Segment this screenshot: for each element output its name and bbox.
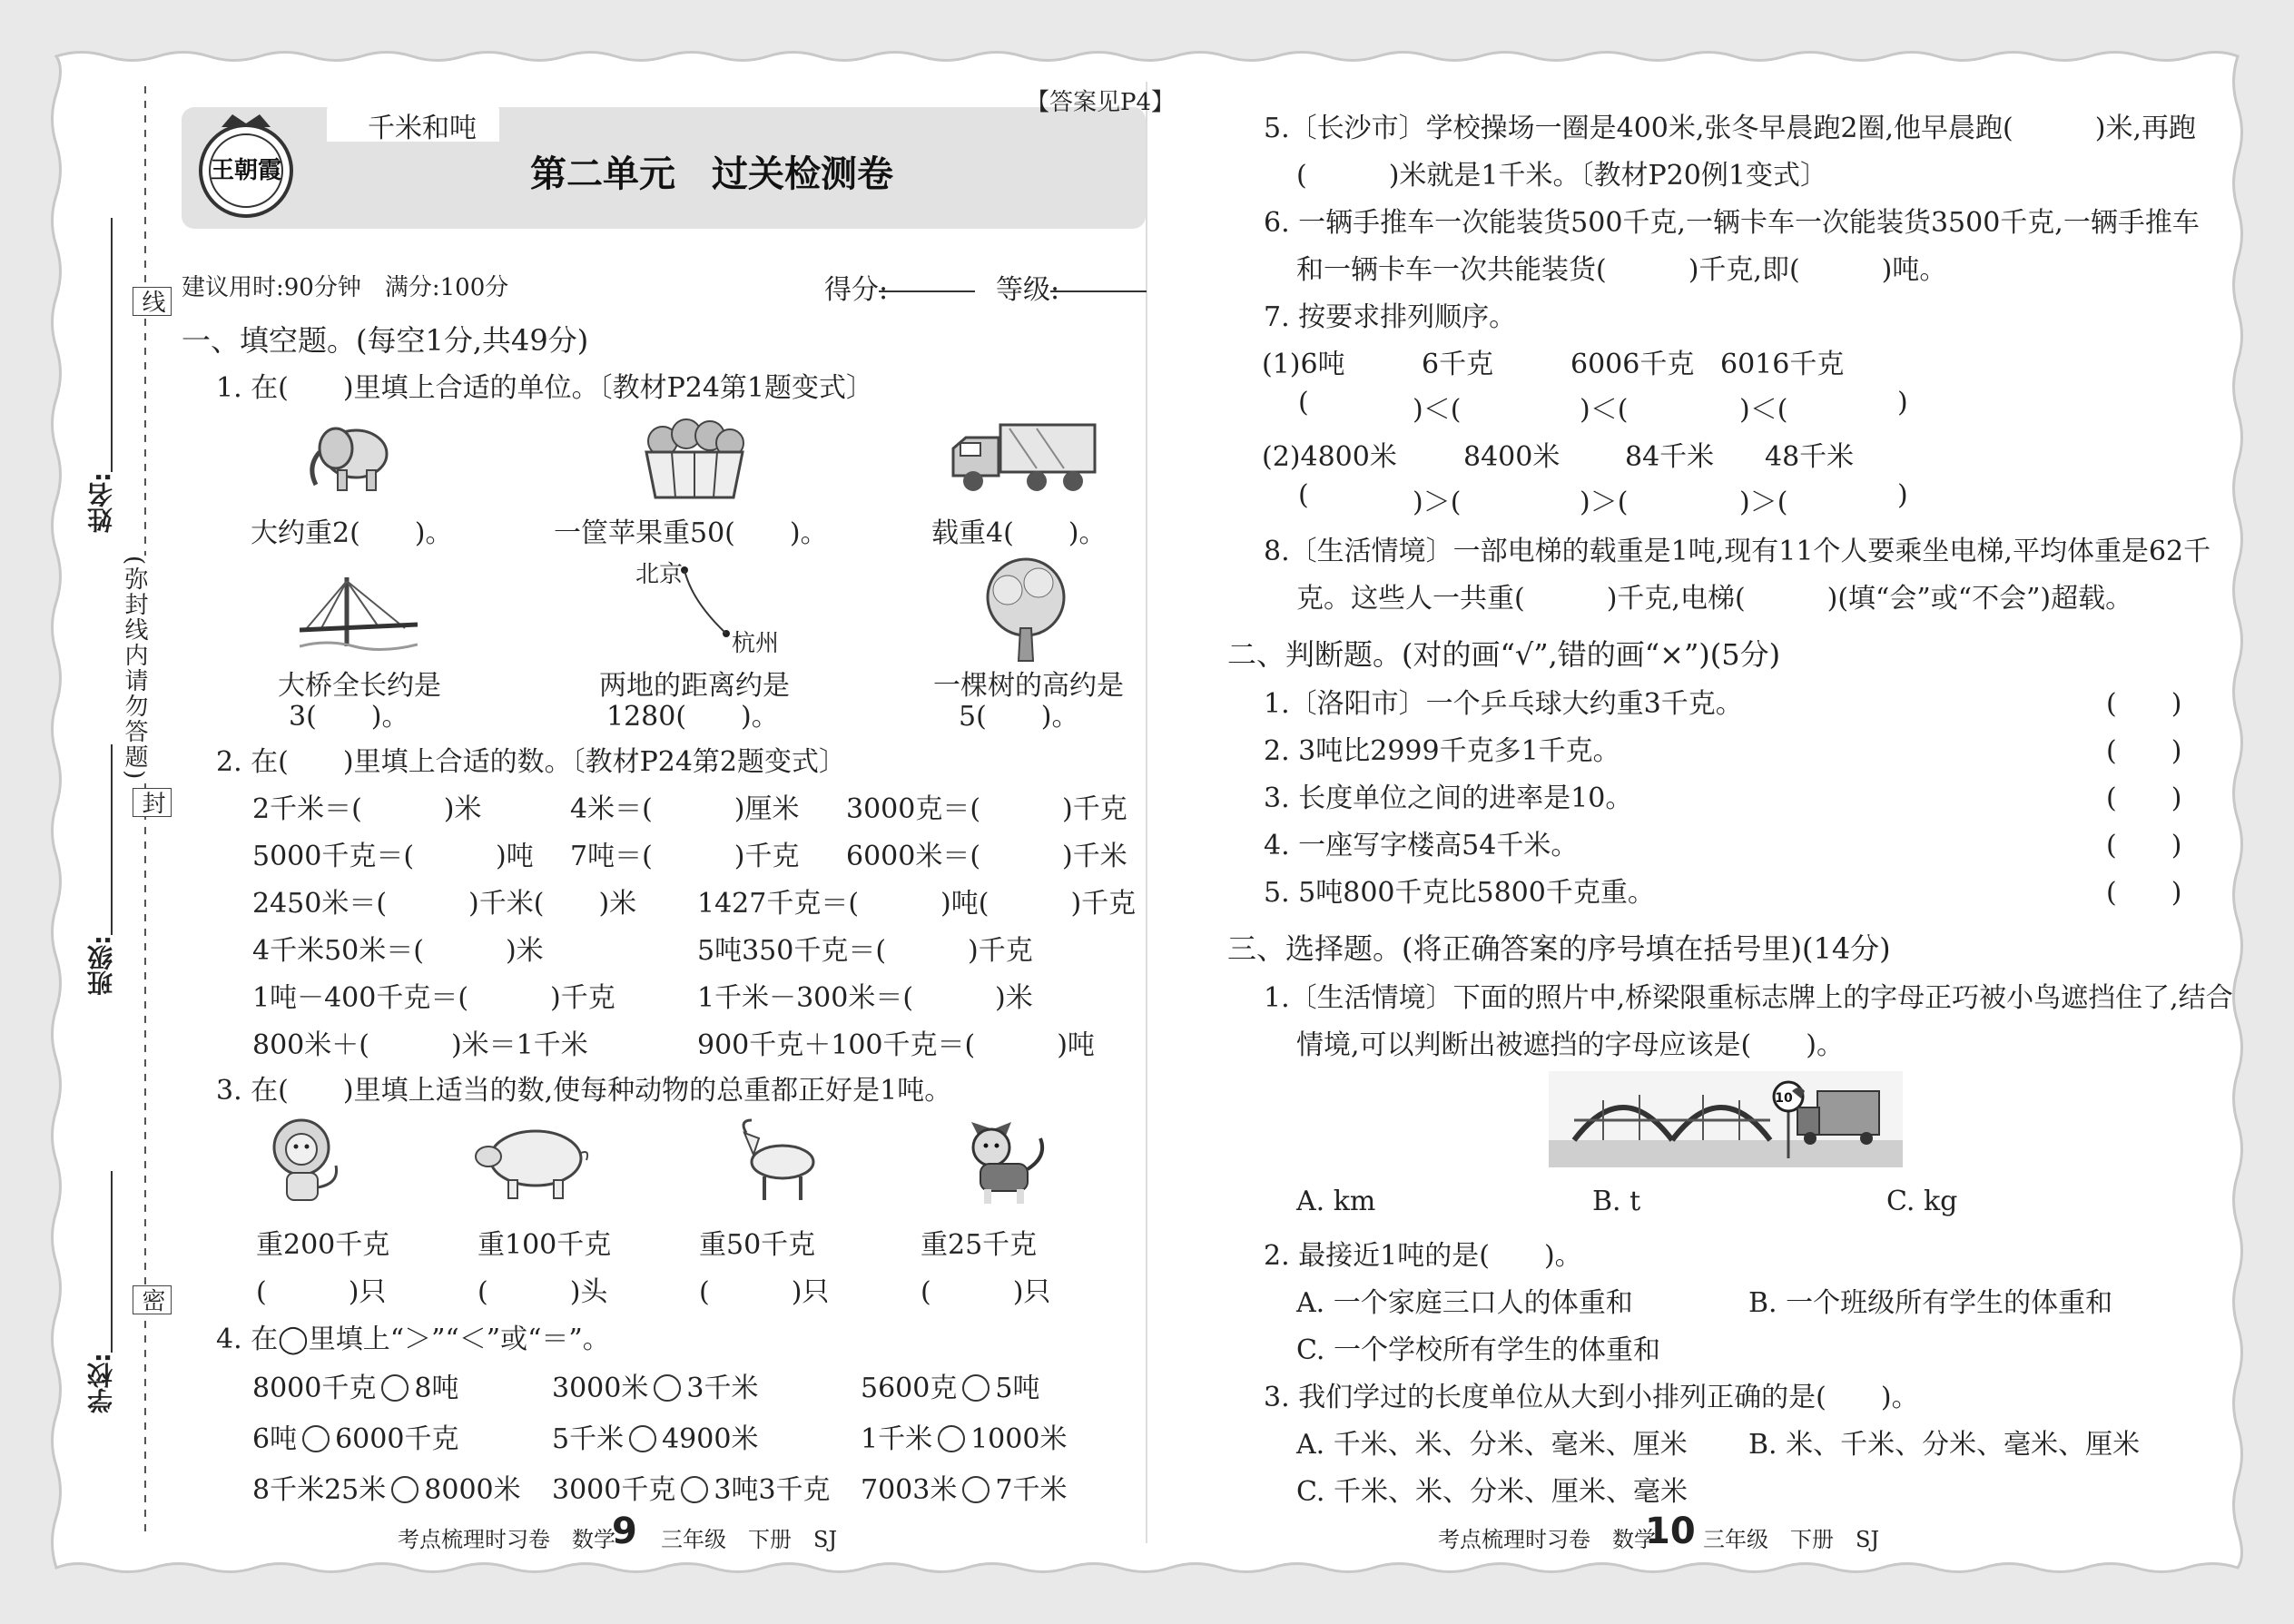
q1-item-2: 一筐苹果重50( )。	[554, 517, 828, 549]
q1-item-3: 载重4( )。	[931, 517, 1107, 549]
header-tag: 千米和吨	[368, 113, 477, 144]
judge-item-1: 1.〔洛阳市〕一个乒乓球大约重3千克。	[1264, 688, 1743, 720]
c2-option-b[interactable]: B. 一个班级所有学生的体重和	[1748, 1287, 2113, 1319]
time-info: 建议用时:90分钟 满分:100分	[182, 274, 509, 301]
q2-r1-c1: 2千米＝( )米	[252, 793, 482, 825]
q7-r1-ans3: )＜(	[1739, 394, 1788, 426]
q6-line1: 6. 一辆手推车一次能装货500千克,一辆卡车一次能装货3500千克,一辆手推车	[1264, 207, 2200, 239]
c1-line2: 情境,可以判断出被遮挡的字母应该是( )。	[1296, 1029, 1844, 1061]
q7-r2-item2: 8400米	[1463, 441, 1561, 473]
section3-title: 三、选择题。(将正确答案的序号填在括号里)(14分)	[1227, 931, 1891, 966]
q1-item-4-line1: 大桥全长约是	[278, 670, 441, 702]
q7-r1-item1: (1)6吨	[1262, 349, 1345, 380]
map-label-beijing: 北京	[635, 561, 684, 588]
q1-item-6-line2: 5( )。	[959, 701, 1079, 733]
q2-r5-c1: 1吨－400千克＝( )千克	[252, 982, 615, 1014]
logo-lettering: 王朝霞	[210, 157, 282, 184]
q7-title: 7. 按要求排列顺序。	[1264, 301, 1517, 333]
q2-title: 2. 在( )里填上合适的数。〔教材P24第2题变式〕	[216, 746, 847, 778]
q2-r6-c1: 800米＋( )米＝1千米	[252, 1029, 588, 1061]
right-footer-series: 考点梳理时习卷 数学	[1438, 1527, 1656, 1552]
left-footer-grade: 三年级 下册 SJ	[661, 1527, 838, 1552]
q7-r1-ans1: )＜(	[1413, 394, 1462, 426]
c2-option-c[interactable]: C. 一个学校所有学生的体重和	[1296, 1334, 1660, 1366]
section1-title: 一、填空题。(每空1分,共49分)	[182, 323, 589, 358]
q7-r1-item4: 6016千克	[1720, 349, 1845, 380]
q7-r2-ans3: )＞(	[1739, 487, 1788, 518]
q8-line1: 8.〔生活情境〕一部电梯的载重是1吨,现有11个人要乘坐电梯,平均体重是62千	[1264, 536, 2211, 567]
q2-r4-c2: 5吨350千克＝( )千克	[697, 935, 1033, 967]
judge-bracket-4[interactable]: ( )	[2106, 830, 2182, 861]
q2-r3-c2: 1427千克＝( )吨( )千克	[697, 888, 1137, 920]
q1-item-1: 大约重2( )。	[251, 517, 453, 549]
q7-r2-ans2: )＞(	[1580, 487, 1629, 518]
q2-r2-c3: 6000米＝( )千米	[846, 841, 1127, 872]
judge-bracket-3[interactable]: ( )	[2106, 782, 2182, 814]
q1-item-5-line2: 1280( )。	[606, 701, 779, 733]
q4-r1-c1: 8000千克 8吨	[252, 1373, 459, 1404]
compare-circle[interactable]	[938, 1425, 965, 1452]
left-page-number: 9	[612, 1511, 637, 1552]
judge-item-3: 3. 长度单位之间的进率是10。	[1264, 782, 1633, 814]
class-underline	[111, 744, 113, 935]
q7-r1-item2: 6千克	[1422, 349, 1494, 380]
compare-circle[interactable]	[629, 1425, 656, 1452]
q3-weight-3: 重50千克	[699, 1229, 816, 1261]
compare-circle[interactable]	[654, 1374, 681, 1402]
c2-title: 2. 最接近1吨的是( )。	[1264, 1240, 1582, 1272]
map-label-hangzhou: 杭州	[732, 630, 780, 657]
c3-option-c[interactable]: C. 千米、米、分米、厘米、毫米	[1296, 1476, 1688, 1508]
c3-option-a[interactable]: A. 千米、米、分米、毫米、厘米	[1296, 1429, 1688, 1461]
score-field[interactable]	[879, 290, 975, 292]
c1-option-a[interactable]: A. km	[1296, 1186, 1376, 1217]
q3-weight-1: 重200千克	[256, 1229, 390, 1261]
q3-unit-1: ( )只	[256, 1276, 387, 1308]
goat-icon	[726, 1115, 826, 1206]
judge-bracket-1[interactable]: ( )	[2106, 688, 2182, 720]
section2-title: 二、判断题。(对的画“√”,错的画“×”)(5分)	[1227, 637, 1781, 672]
side-marker-seal: 封	[133, 788, 172, 817]
q4-r2-c3: 1千米 1000米	[861, 1423, 1068, 1455]
q2-r6-c2: 900千克＋100千克＝( )吨	[697, 1029, 1095, 1061]
q2-r3-c1: 2450米＝( )千米( )米	[252, 888, 637, 920]
c3-option-b[interactable]: B. 米、千米、分米、毫米、厘米	[1748, 1429, 2141, 1461]
q7-r2-ans1: )＞(	[1413, 487, 1462, 518]
compare-circle[interactable]	[381, 1374, 409, 1402]
q7-r1-ans4: )	[1897, 387, 1908, 418]
q7-r2-item3: 84千米	[1625, 441, 1715, 473]
left-footer-series: 考点梳理时习卷 数学	[398, 1527, 615, 1552]
judge-bracket-2[interactable]: ( )	[2106, 735, 2182, 767]
q7-r1-item3: 6006千克	[1570, 349, 1695, 380]
q4-r3-c3: 7003米 7千米	[861, 1474, 1068, 1506]
compare-circle[interactable]	[391, 1476, 418, 1503]
q3-unit-2: ( )头	[478, 1276, 608, 1308]
pig-icon	[468, 1120, 596, 1202]
side-marker-line: 线	[133, 287, 172, 316]
q4-r2-c1: 6吨 6000千克	[252, 1423, 459, 1455]
q4-title: 4. 在◯里填上“＞”“＜”或“＝”。	[216, 1324, 610, 1355]
q8-line2: 克。这些人一共重( )千克,电梯( )(填“会”或“不会”)超载。	[1296, 583, 2133, 615]
compare-circle[interactable]	[302, 1425, 330, 1452]
elephant-icon	[300, 416, 409, 497]
name-underline	[111, 218, 113, 472]
q3-weight-2: 重100千克	[478, 1229, 612, 1261]
q7-r2-ans4: )	[1897, 479, 1908, 511]
q5-line2: ( )米就是1千米。〔教材P20例1变式〕	[1296, 160, 1827, 192]
q1-item-4-line2: 3( )。	[289, 701, 409, 733]
right-page-number: 10	[1645, 1511, 1696, 1552]
compare-circle[interactable]	[962, 1476, 989, 1503]
apple-basket-icon	[635, 410, 753, 501]
compare-circle[interactable]	[962, 1374, 989, 1402]
q4-r1-c3: 5600克 5吨	[861, 1373, 1040, 1404]
q7-r2-item4: 48千米	[1765, 441, 1855, 473]
grade-field[interactable]	[1050, 290, 1147, 292]
bridge-icon	[300, 568, 418, 659]
q2-r1-c2: 4米＝( )厘米	[570, 793, 800, 825]
truck-icon	[946, 418, 1100, 496]
wangzhaoxia-logo-icon	[194, 111, 298, 220]
q1-item-6-line1: 一棵树的高约是	[933, 670, 1124, 702]
score-label: 得分:	[824, 274, 889, 306]
q7-r1-ans2: )＜(	[1580, 394, 1629, 426]
class-label: 班级:	[86, 935, 116, 997]
q2-r1-c3: 3000克＝( )千克	[846, 793, 1127, 825]
q1-item-5-line1: 两地的距离约是	[599, 670, 790, 702]
compare-circle[interactable]	[681, 1476, 708, 1503]
c1-option-b[interactable]: B. t	[1592, 1186, 1641, 1217]
grade-label: 等级:	[996, 274, 1060, 306]
tree-icon	[971, 556, 1080, 664]
lion-icon	[260, 1115, 350, 1206]
judge-item-2: 2. 3吨比2999千克多1千克。	[1264, 735, 1620, 767]
q1-title: 1. 在( )里填上合适的单位。〔教材P24第1题变式〕	[216, 372, 874, 404]
q2-r2-c2: 7吨＝( )千克	[570, 841, 800, 872]
q7-r1-ans0: (	[1298, 387, 1309, 418]
q2-r4-c1: 4千米50米＝( )米	[252, 935, 544, 967]
q4-r3-c2: 3000千克 3吨3千克	[552, 1474, 831, 1506]
q2-r2-c1: 5000千克＝( )吨	[252, 841, 534, 872]
c3-title: 3. 我们学过的长度单位从大到小排列正确的是( )。	[1264, 1382, 1919, 1413]
name-label: 姓名:	[86, 472, 116, 534]
q7-r2-item1: (2)4800米	[1262, 441, 1397, 473]
dog-icon	[953, 1109, 1053, 1209]
judge-bracket-5[interactable]: ( )	[2106, 877, 2182, 909]
q3-unit-4: ( )只	[921, 1276, 1051, 1308]
q3-weight-4: 重25千克	[921, 1229, 1038, 1261]
q7-r2-ans0: (	[1298, 479, 1309, 511]
answer-reference: 【答案见P4】	[1026, 89, 1176, 116]
q4-r2-c2: 5千米 4900米	[552, 1423, 759, 1455]
c2-option-a[interactable]: A. 一个家庭三口人的体重和	[1296, 1287, 1633, 1319]
c1-option-c[interactable]: C. kg	[1886, 1186, 1958, 1217]
q4-r3-c1: 8千米25米 8000米	[252, 1474, 521, 1506]
right-footer-grade: 三年级 下册 SJ	[1703, 1527, 1880, 1552]
q2-r5-c2: 1千米－300米＝( )米	[697, 982, 1033, 1014]
q5-line1: 5.〔长沙市〕学校操场一圈是400米,张冬早晨跑2圈,他早晨跑( )米,再跑	[1264, 113, 2196, 144]
q6-line2: 和一辆卡车一次共能装货( )千克,即( )吨。	[1296, 254, 1947, 286]
side-note: (弥封线内请勿答题)	[118, 556, 152, 781]
school-underline	[111, 1171, 113, 1353]
bridge-photo-icon	[1549, 1071, 1903, 1167]
q4-r1-c2: 3000米 3千米	[552, 1373, 759, 1404]
page-title: 第二单元 过关检测卷	[530, 153, 893, 195]
q3-unit-3: ( )只	[699, 1276, 830, 1308]
judge-item-5: 5. 5吨800千克比5800千克重。	[1264, 877, 1655, 909]
q3-title: 3. 在( )里填上适当的数,使每种动物的总重都正好是1吨。	[216, 1075, 952, 1107]
c1-line1: 1.〔生活情境〕下面的照片中,桥梁限重标志牌上的字母正巧被小鸟遮挡住了,结合	[1264, 982, 2233, 1014]
judge-item-4: 4. 一座写字楼高54千米。	[1264, 830, 1579, 861]
weight-limit-sign: 10	[1775, 1091, 1793, 1106]
side-marker-secret: 密	[133, 1285, 172, 1314]
school-label: 学校:	[86, 1353, 116, 1414]
